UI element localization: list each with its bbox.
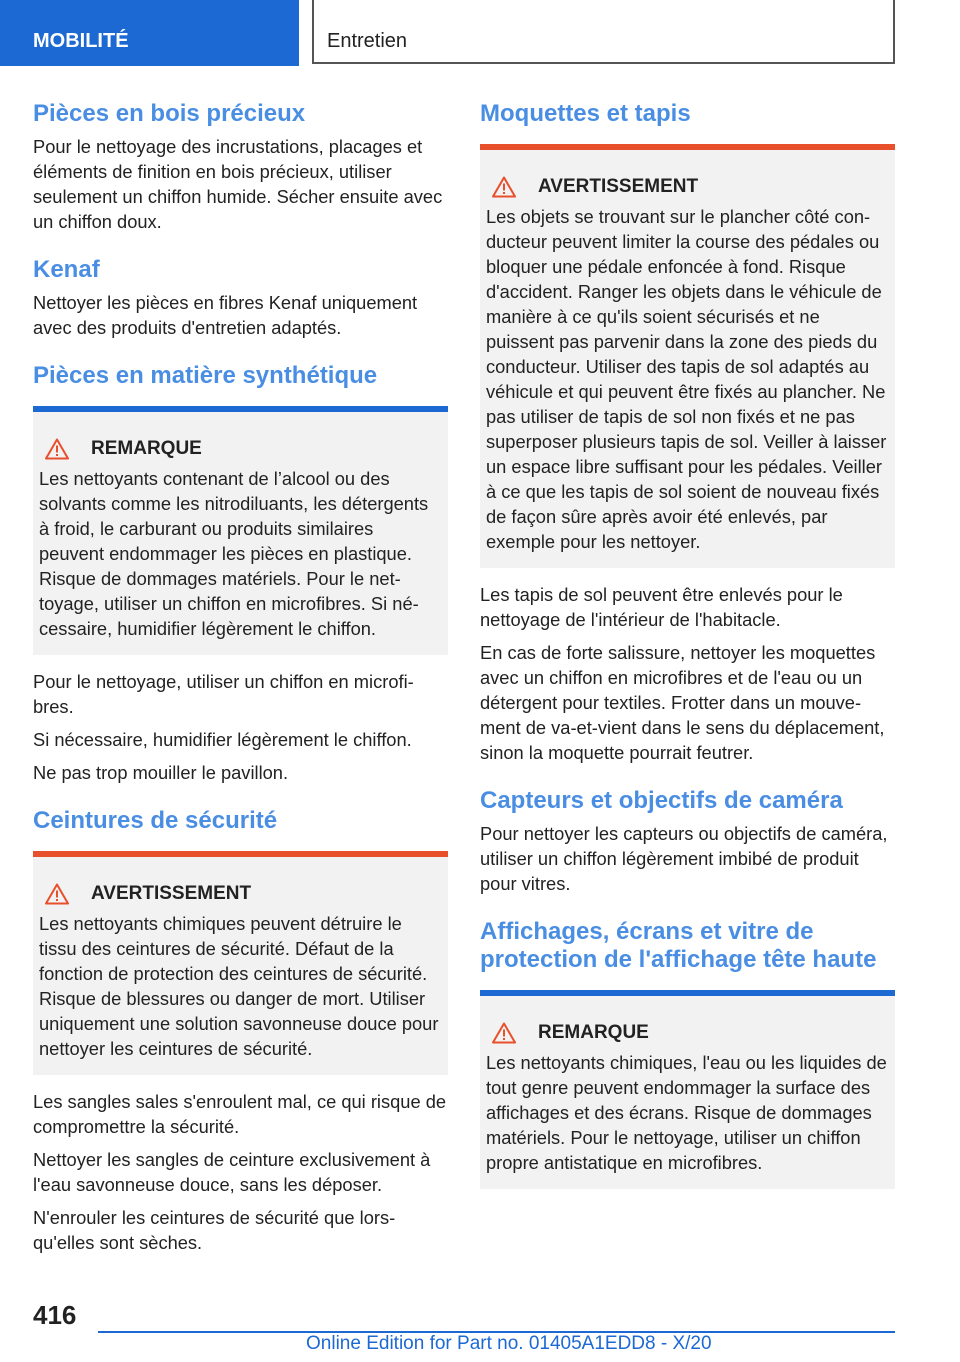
heading-capteurs: Capteurs et objectifs de caméra [480, 787, 843, 814]
warning-triangle-icon [492, 1022, 516, 1044]
notice-text: Les objets se trouvant sur le plancher côté conducteur peuvent limiter la course des pédales ou bloquer une pédale enfoncée à fond. Risque d'accident. Ranger les objets dans le véhicule de manière à ce qu'ils soient sécurisés et ne puissent pas parvenir dans la zone des pieds du conducteur. Utiliser des tapis de sol adaptés au véhicule et qui peuvent être fixés au plancher. Ne pas utiliser de tapis de sol non fixés et ne pas superposer plusieurs tapis de sol. Veiller à laisser un espace libre suffisant pour les pédales. Veiller à ce que les tapis de sol soient de nouveau fixés de façon sûre après avoir été enlevés, par exemple pour les nettoyer. [486, 206, 887, 552]
warning-triangle-icon [45, 883, 69, 905]
para-synthetique-3: Ne pas trop mouiller le pavillon. [33, 762, 289, 783]
para-bois: Pour le nettoyage des incrustations, placages et éléments de finition en bois précieux, utiliser seulement un chiffon humide. Sécher ensuite avec un chiffon doux. [33, 136, 443, 232]
heading-synthetique: Pièces en matière synthétique [33, 362, 378, 389]
para-ceintures-1: Les sangles sales s'enroulent mal, ce qui risque de compromettre la sécurité. [33, 1091, 447, 1137]
warning-triangle-icon [45, 438, 69, 460]
notice-avertissement-moquettes [480, 144, 895, 568]
notice-label: AVERTISSEMENT [538, 176, 699, 197]
para-moquettes-1: Les tapis de sol peuvent être enlevés pour le nettoyage de l'intérieur de l'habitacle. [480, 584, 843, 630]
para-ceintures-2: Nettoyer les sangles de ceinture exclusivement à l'eau savonneuse douce, sans les déposer. [33, 1149, 431, 1195]
notice-label: REMARQUE [91, 438, 202, 459]
notice-text: Les nettoyants chimiques, l'eau ou les liquides de tout genre peuvent endommager la surface des affichages et des écrans. Risque de dommages matériels. Pour le nettoyage, utiliser un chiffon propre antistatique en microfibres. [486, 1052, 887, 1173]
notice-text: Les nettoyants contenant de l’alcool ou des solvants comme les nitrodiluants, les détergents à froid, le carburant ou produits similaires peuvent endommager les pièces en plastique. Risque de dommages matériels. Pour le nettoyage, utiliser un chiffon en microfibres. Si nécessaire, humidifier légèrement le chiffon. [39, 468, 429, 639]
warning-triangle-icon [492, 176, 516, 198]
heading-ceintures: Ceintures de sécurité [33, 807, 278, 834]
notice-text: Les nettoyants chimiques peuvent détruire le tissu des ceintures de sécurité. Défaut de la fonction de protection des ceintures de sécurité. Risque de blessures ou danger de mort. Utiliser uniquement une solution savonneuse douce pour nettoyer les ceintures de sécurité. [39, 913, 439, 1059]
page-number: 416 [33, 1300, 77, 1330]
section-tab: MOBILITÉ [0, 0, 299, 66]
heading-moquettes: Moquettes et tapis [480, 100, 691, 127]
notice-remarque-synthetique [33, 406, 448, 655]
right-column [480, 100, 895, 1203]
notice-label: AVERTISSEMENT [91, 883, 252, 904]
notice-label: REMARQUE [538, 1022, 649, 1043]
para-ceintures-3: N'enrouler les ceintures de sécurité que lorsqu'elles sont sèches. [33, 1207, 396, 1253]
heading-bois: Pièces en bois précieux [33, 100, 306, 127]
para-synthetique-1: Pour le nettoyage, utiliser un chiffon en microfibres. [33, 671, 414, 717]
chapter-title: Entretien [312, 0, 895, 64]
para-moquettes-2: En cas de forte salissure, nettoyer les moquettes avec un chiffon en microfibres et de l'eau ou un détergent pour textiles. Frotter dans un mouvement de va-et-vient dans le sens du déplacement, sinon la moquette pourrait feutrer. [480, 642, 885, 763]
footer-edition: Online Edition for Part no. 01405A1EDD8 - X/20 [306, 1333, 712, 1354]
para-kenaf: Nettoyer les pièces en fibres Kenaf uniquement avec des produits d'entretien adaptés. [33, 292, 418, 338]
notice-remarque-affichages [480, 990, 895, 1189]
heading-affichages: Affichages, écrans et vitre de protection de l'affichage tête haute [480, 918, 877, 973]
para-synthetique-2: Si nécessaire, humidifier légèrement le chiffon. [33, 729, 412, 750]
notice-avertissement-ceintures [33, 851, 448, 1075]
heading-kenaf: Kenaf [33, 256, 100, 283]
para-capteurs: Pour nettoyer les capteurs ou objectifs de caméra, utiliser un chiffon légèrement imbibé de produit pour vitres. [480, 823, 888, 894]
left-column [33, 100, 448, 1263]
